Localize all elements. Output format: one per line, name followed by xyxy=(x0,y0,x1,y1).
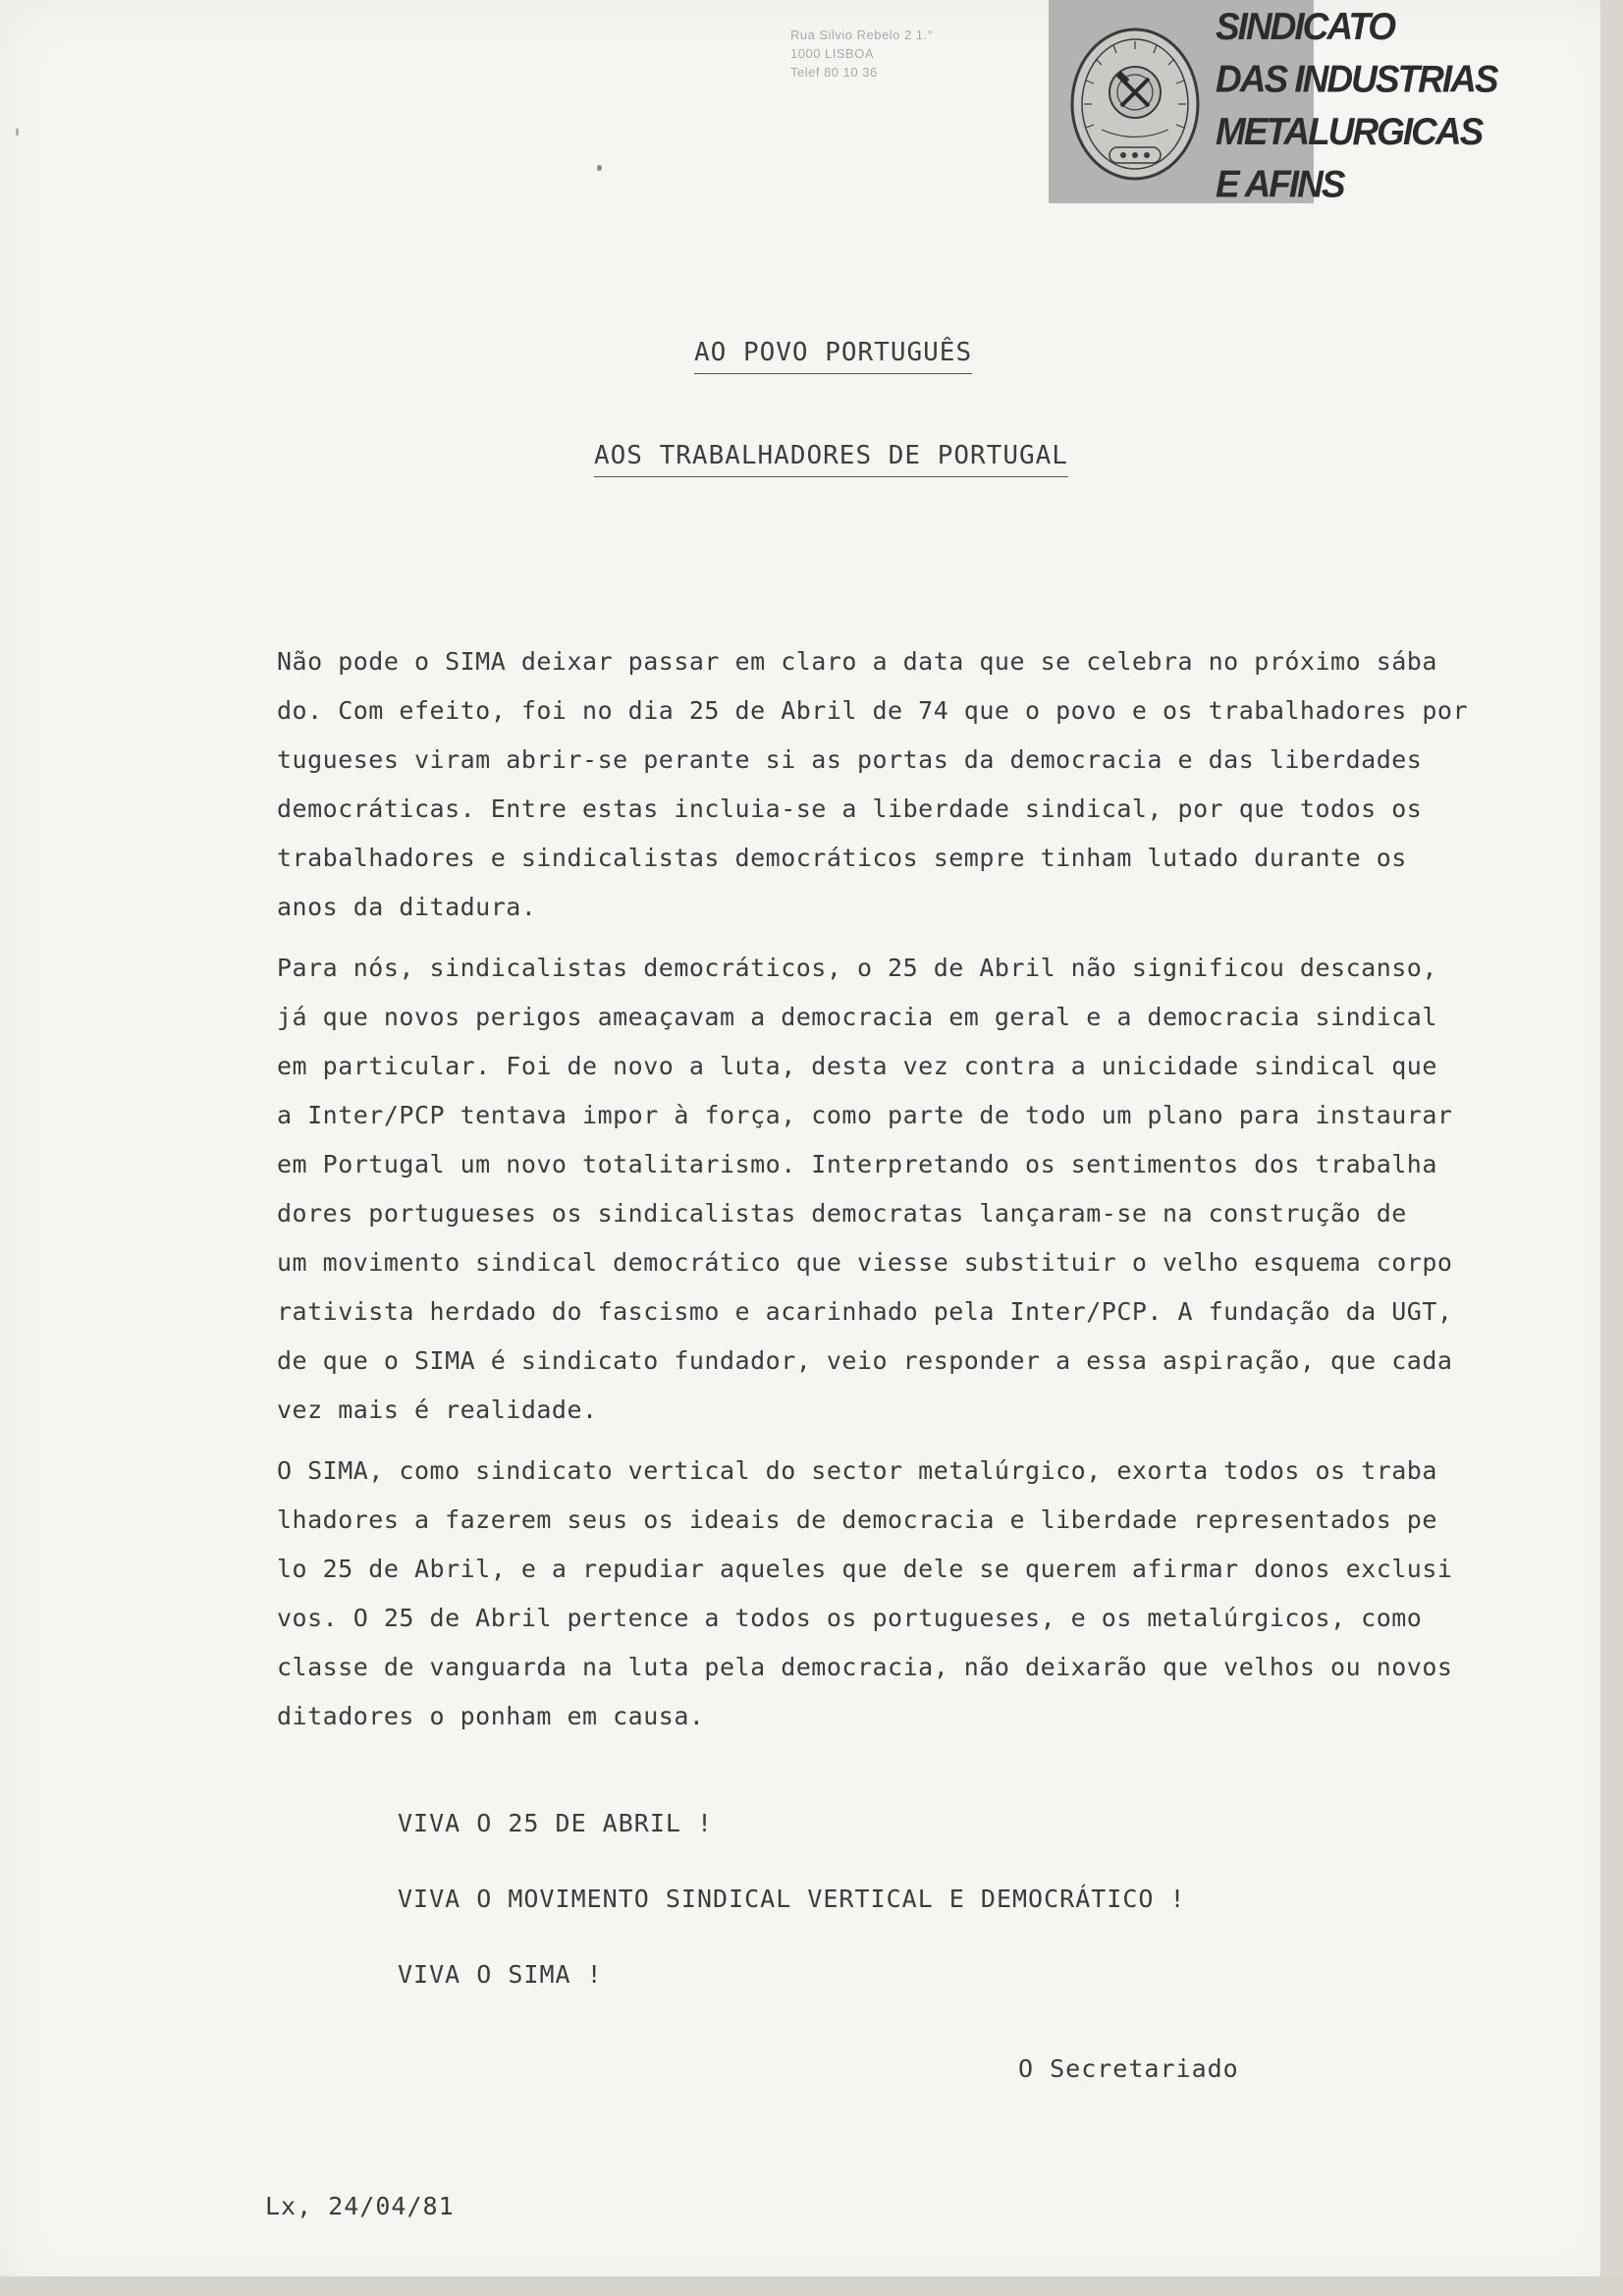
text-line: anos da ditadura. xyxy=(277,893,537,921)
scan-edge-right xyxy=(1600,0,1623,2296)
text-line: um movimento sindical democrático que viesse substituir o velho esquema corpo xyxy=(277,1248,1453,1277)
text-line: vos. O 25 de Abril pertence a todos os portugueses, e os metalúrgicos, como xyxy=(277,1604,1423,1632)
text-line: em Portugal um novo totalitarismo. Interpretando os sentimentos dos trabalha xyxy=(277,1150,1437,1178)
text-line: classe de vanguarda na luta pela democracia, não deixarão que velhos ou novos xyxy=(277,1653,1453,1681)
letter-body xyxy=(277,637,1573,1753)
heading-to-the-workers: AOS TRABALHADORES DE PORTUGAL xyxy=(594,441,1068,477)
text-line: ditadores o ponham em causa. xyxy=(277,1702,705,1730)
text-line: vez mais é realidade. xyxy=(277,1395,598,1424)
slogans xyxy=(398,1809,1186,2036)
text-line: tugueses viram abrir-se perante si as portas da democracia e das liberdades xyxy=(277,745,1423,774)
address-line: Rua Silvio Rebelo 2 1.° xyxy=(790,27,934,42)
text-line: O SIMA, como sindicato vertical do sector metalúrgico, exorta todos os traba xyxy=(277,1456,1437,1485)
address-line: Telef 80 10 36 xyxy=(790,65,878,80)
slogan-union-movement: VIVA O MOVIMENTO SINDICAL VERTICAL E DEMOCRÁTICO ! xyxy=(398,1885,1186,1913)
text-line: lo 25 de Abril, e a repudiar aqueles que dele se querem afirmar donos exclusi xyxy=(277,1555,1453,1583)
org-name-line: DAS INDUSTRIAS xyxy=(1216,57,1497,100)
address-line: 1000 LISBOA xyxy=(790,46,874,61)
slogan-25-april: VIVA O 25 DE ABRIL ! xyxy=(398,1809,714,1837)
text-line: a Inter/PCP tentava impor à força, como parte de todo um plano para instaurar xyxy=(277,1101,1453,1129)
scan-edge-bottom xyxy=(0,2276,1623,2296)
ink-speck xyxy=(16,128,19,137)
union-seal-icon xyxy=(1062,22,1208,187)
org-name-line: SINDICATO xyxy=(1216,5,1395,48)
text-line: rativista herdado do fascismo e acarinhado pela Inter/PCP. A fundação da UGT, xyxy=(277,1297,1453,1326)
paragraph-1 xyxy=(277,637,1573,932)
text-line: do. Com efeito, foi no dia 25 de Abril de 74 que o povo e os trabalhadores por xyxy=(277,696,1468,725)
slogan-sima: VIVA O SIMA ! xyxy=(398,1960,603,1989)
text-line: em particular. Foi de novo a luta, desta vez contra a unicidade sindical que xyxy=(277,1052,1437,1080)
heading-to-the-people: AO POVO PORTUGUÊS xyxy=(694,338,972,374)
text-line: já que novos perigos ameaçavam a democracia em geral e a democracia sindical xyxy=(277,1003,1437,1031)
letterhead-address xyxy=(790,26,1016,82)
ink-speck xyxy=(597,165,602,171)
org-name-logotype xyxy=(1216,0,1510,210)
text-line: de que o SIMA é sindicato fundador, veio responder a essa aspiração, que cada xyxy=(277,1346,1453,1375)
text-line: dores portugueses os sindicalistas democratas lançaram-se na construção de xyxy=(277,1199,1407,1228)
paragraph-3 xyxy=(277,1447,1573,1741)
org-name-line: E AFINS xyxy=(1216,162,1344,205)
paragraph-2 xyxy=(277,944,1573,1435)
text-line: lhadores a fazerem seus os ideais de democracia e liberdade representados pe xyxy=(277,1505,1437,1534)
text-line: Para nós, sindicalistas democráticos, o 25 de Abril não significou descanso, xyxy=(277,954,1437,982)
signature: O Secretariado xyxy=(1018,2054,1239,2083)
letter-date: Lx, 24/04/81 xyxy=(265,2192,455,2220)
text-line: democráticas. Entre estas incluia-se a liberdade sindical, por que todos os xyxy=(277,794,1423,823)
org-name-line: METALURGICAS xyxy=(1216,110,1483,153)
text-line: trabalhadores e sindicalistas democráticos sempre tinham lutado durante os xyxy=(277,844,1407,872)
text-line: Não pode o SIMA deixar passar em claro a data que se celebra no próximo sába xyxy=(277,647,1437,676)
